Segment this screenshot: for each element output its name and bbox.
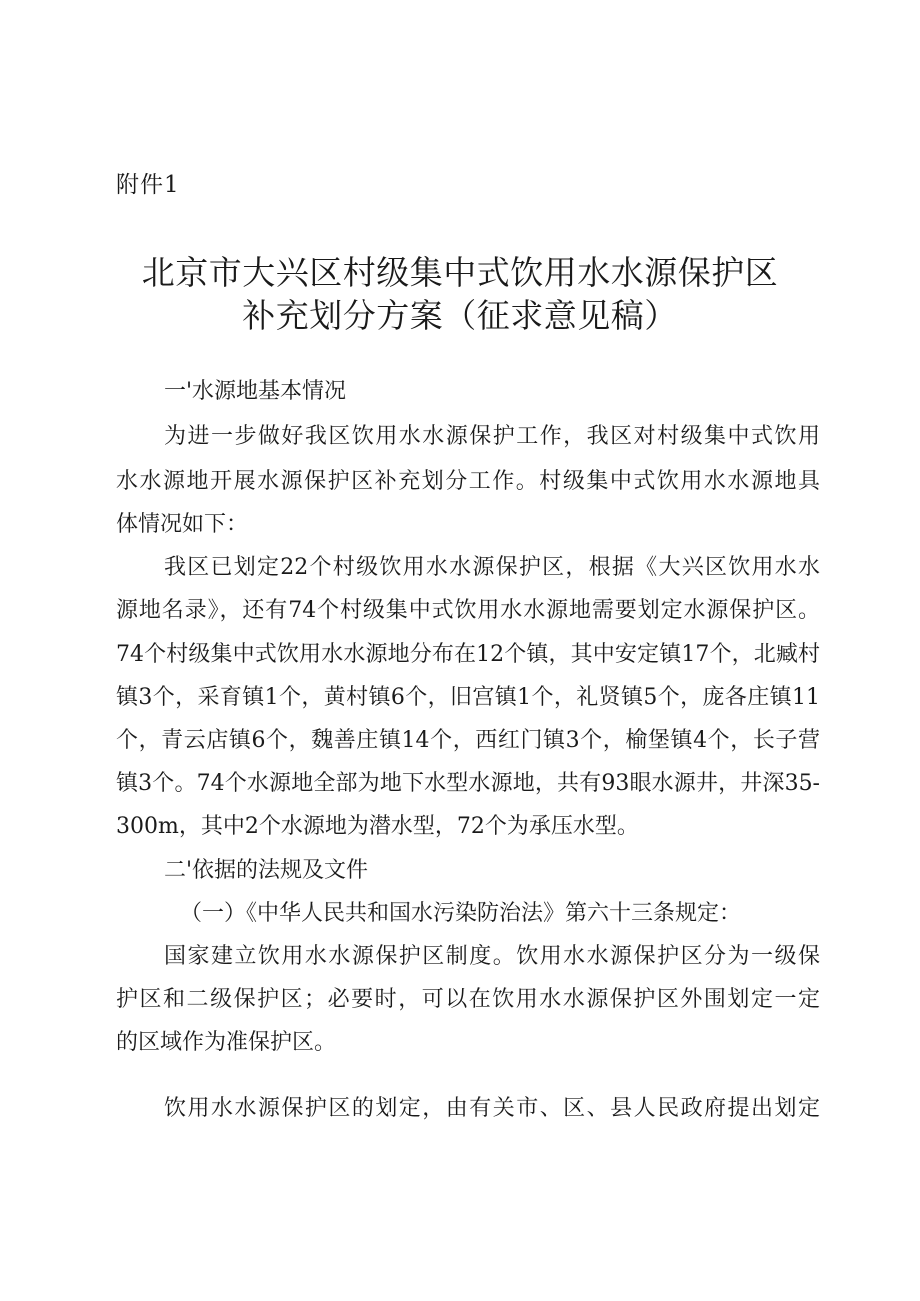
paragraph-2-line: 镇3个，采育镇1个，黄村镇6个，旧宫镇1个，礼贤镇5个，庞各庄镇11	[116, 685, 820, 710]
paragraph-2-line: 我区已划定22个村级饮用水水源保护区，根据《大兴区饮用水水	[164, 555, 820, 580]
paragraph-2-line: 74个村级集中式饮用水水源地分布在12个镇，其中安定镇17个，北臧村	[116, 642, 820, 667]
paragraph-4-line: 饮用水水源保护区的划定，由有关市、区、县人民政府提出划定	[164, 1096, 820, 1121]
paragraph-3-line: 国家建立饮用水水源保护区制度。饮用水水源保护区分为一级保	[164, 944, 820, 969]
attachment-label: 附件1	[116, 172, 180, 198]
section-1-heading: 一'水源地基本情况	[164, 379, 347, 404]
subsection-1-heading: （一）《中华人民共和国水污染防治法》第六十三条规定：	[180, 901, 742, 926]
paragraph-3-line: 的区域作为准保护区。	[116, 1030, 337, 1055]
document-title-line-1: 北京市大兴区村级集中式饮用水水源保护区	[141, 253, 779, 292]
section-2-heading: 二'依据的法规及文件	[164, 858, 369, 883]
paragraph-1-line: 体情况如下：	[116, 512, 249, 537]
paragraph-2-line: 镇3个。74个水源地全部为地下水型水源地，共有93眼水源井，井深35-	[116, 771, 820, 796]
paragraph-2-line: 个，青云店镇6个，魏善庄镇14个，西红门镇3个，榆堡镇4个，长子营	[116, 728, 820, 753]
document-title-line-2: 补充划分方案（征求意见稿）	[242, 296, 678, 335]
paragraph-1-line: 为进一步做好我区饮用水水源保护工作，我区对村级集中式饮用	[164, 424, 820, 449]
paragraph-2-line: 源地名录》，还有74个村级集中式饮用水水源地需要划定水源保护区。	[116, 598, 820, 623]
paragraph-1-line: 水水源地开展水源保护区补充划分工作。村级集中式饮用水水源地具	[116, 469, 820, 494]
paragraph-3-line: 护区和二级保护区；必要时，可以在饮用水水源保护区外围划定一定	[116, 987, 820, 1012]
paragraph-2-line: 300m，其中2个水源地为潜水型，72个为承压水型。	[116, 814, 639, 839]
